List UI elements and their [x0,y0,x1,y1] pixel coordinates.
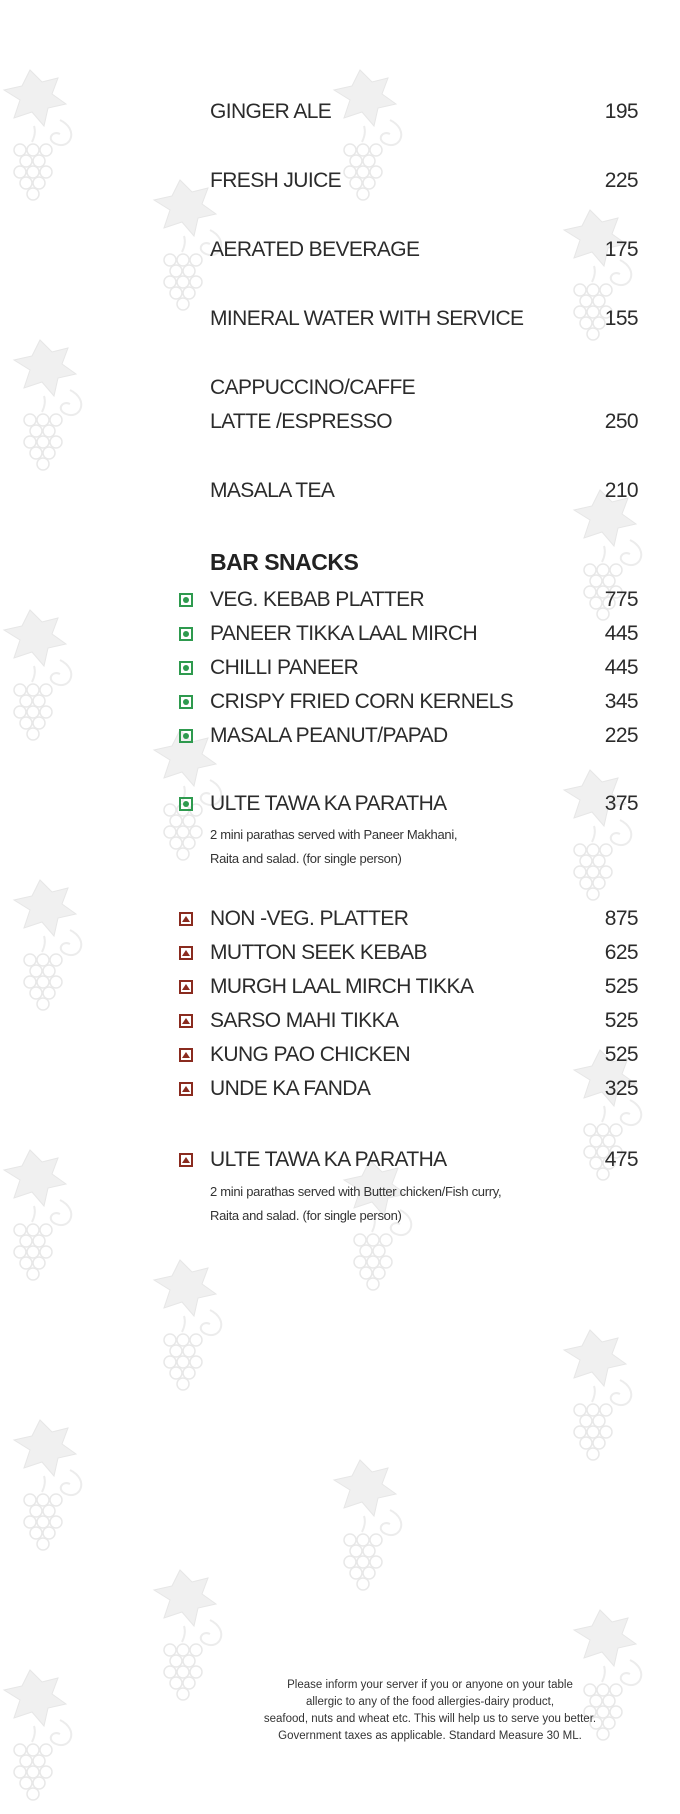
item-price: 875 [604,907,638,930]
item-name: MASALA TEA [210,479,335,502]
item-name: ULTE TAWA KA PARATHA [210,1148,447,1171]
item-name: VEG. KEBAB PLATTER [210,588,425,611]
item-name: CHILLI PANEER [210,656,359,679]
item-name: GINGER ALE [210,100,332,123]
item-name: SARSO MAHI TIKKA [210,1009,399,1032]
item-price: 445 [604,656,638,679]
item-price: 225 [604,724,638,747]
item-name: MUTTON SEEK KEBAB [210,941,427,964]
item-name: FRESH JUICE [210,169,342,192]
item-name: LATTE /ESPRESSO [210,410,392,433]
item-description: 2 mini parathas served with Paneer Makhani, [210,827,458,842]
veg-indicator-icon [179,661,193,675]
item-price: 445 [604,622,638,645]
item-price: 155 [604,307,638,330]
nonveg-indicator-icon [179,1048,193,1062]
item-price: 525 [604,975,638,998]
nonveg-indicator-icon [179,946,193,960]
item-description: Raita and salad. (for single person) [210,1208,402,1223]
item-price: 375 [604,792,638,815]
item-price: 195 [604,100,638,123]
item-name: CRISPY FRIED CORN KERNELS [210,690,514,713]
item-price: 210 [604,479,638,502]
notice-line: allergic to any of the food allergies-dairy product, [305,1696,555,1708]
item-price: 325 [604,1077,638,1100]
section-title-bar-snacks: BAR SNACKS [210,549,359,575]
veg-indicator-icon [179,695,193,709]
item-price: 525 [604,1043,638,1066]
item-name: AERATED BEVERAGE [210,238,420,261]
allergy-notice [220,1677,640,1745]
nonveg-indicator-icon [179,1082,193,1096]
item-name: PANEER TIKKA LAAL MIRCH [210,622,478,645]
item-description: Raita and salad. (for single person) [210,851,402,866]
nonveg-indicator-icon [179,1014,193,1028]
item-name: NON -VEG. PLATTER [210,907,409,930]
item-name: KUNG PAO CHICKEN [210,1043,411,1066]
notice-line: seafood, nuts and wheat etc. This will help us to serve you better. [263,1713,597,1725]
item-price: 225 [604,169,638,192]
nonveg-indicator-icon [179,912,193,926]
item-name: ULTE TAWA KA PARATHA [210,792,447,815]
item-name: MURGH LAAL MIRCH TIKKA [210,975,474,998]
item-price: 475 [604,1148,638,1171]
item-price: 175 [604,238,638,261]
notice-line: Government taxes as applicable. Standard Measure 30 ML. [278,1730,582,1742]
item-name: CAPPUCCINO/CAFFE [210,376,416,399]
item-price: 775 [604,588,638,611]
item-price: 345 [604,690,638,713]
nonveg-indicator-icon [179,1153,193,1167]
item-price: 625 [604,941,638,964]
notice-line: Please inform your server if you or anyone on your table [287,1679,573,1691]
item-name: UNDE KA FANDA [210,1077,371,1100]
item-name: MINERAL WATER WITH SERVICE [210,307,524,330]
nonveg-indicator-icon [179,980,193,994]
veg-indicator-icon [179,627,193,641]
veg-indicator-icon [179,729,193,743]
item-description: 2 mini parathas served with Butter chicken/Fish curry, [210,1184,502,1199]
veg-indicator-icon [179,593,193,607]
item-price: 525 [604,1009,638,1032]
veg-indicator-icon [179,797,193,811]
item-price: 250 [604,410,638,433]
item-name: MASALA PEANUT/PAPAD [210,724,448,747]
